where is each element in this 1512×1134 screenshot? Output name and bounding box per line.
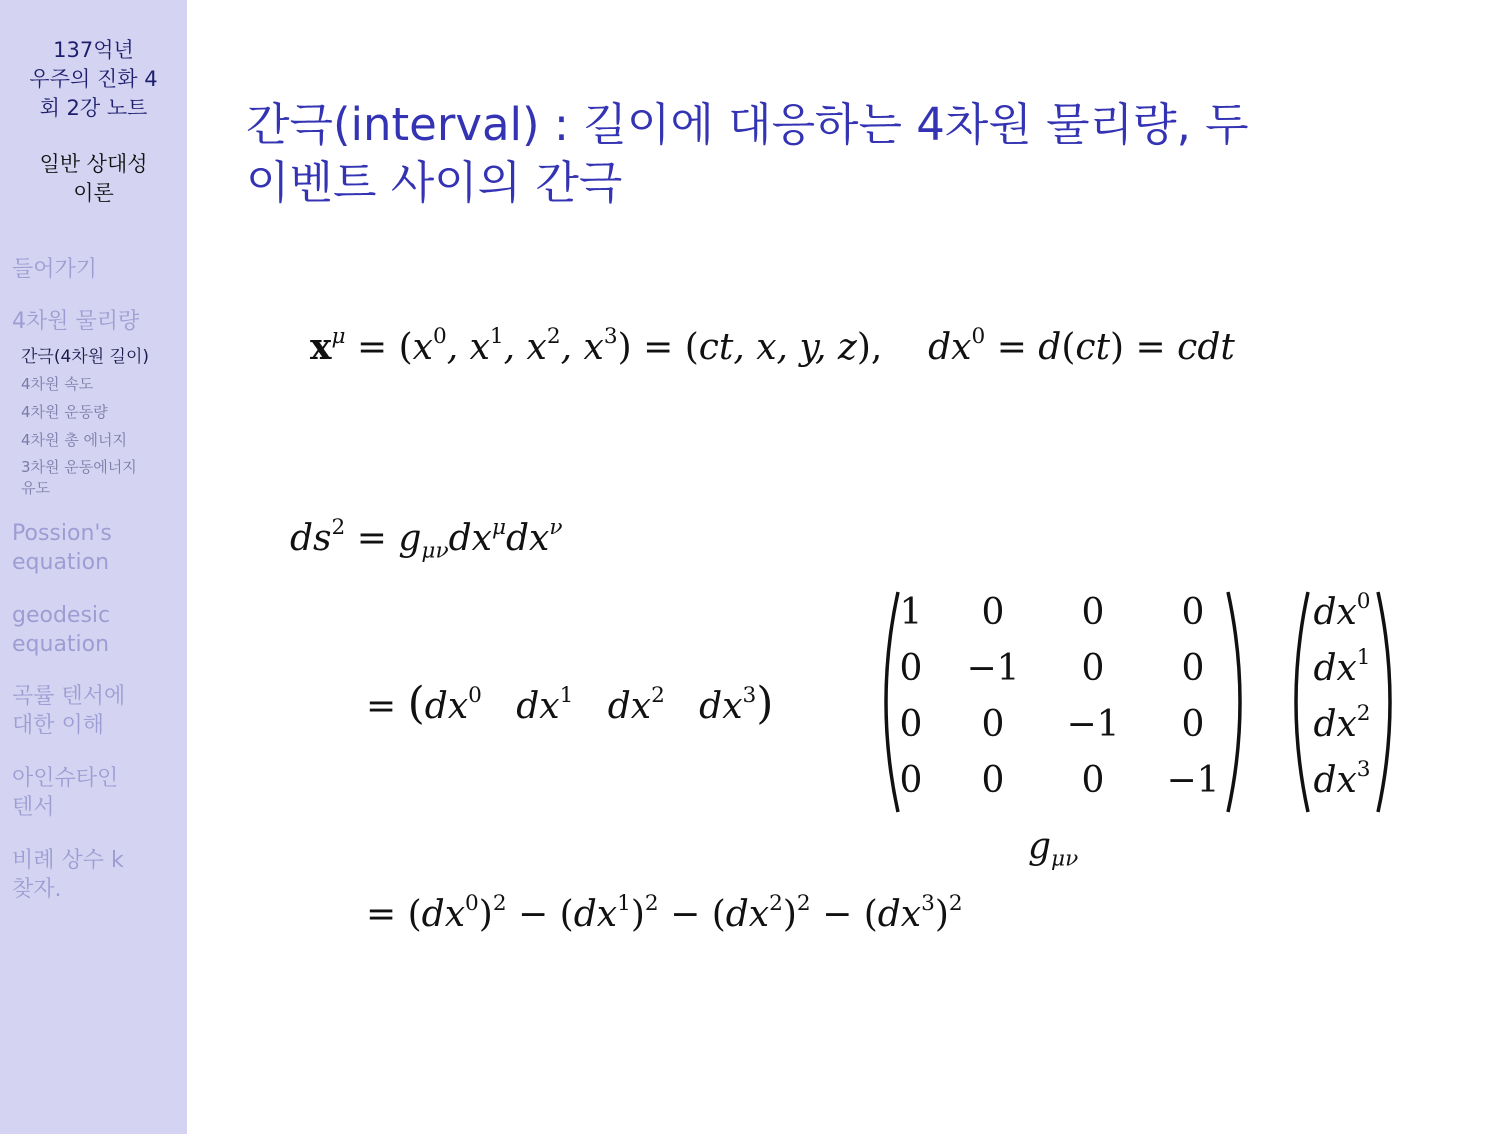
matrix-cell: −1 (1166, 760, 1220, 801)
sidebar-subsection-4d-velocity[interactable]: 4차원 속도 (21, 375, 94, 393)
interval-expansion: = $(dx^0)^2 - (dx^1)^2 - (dx^2)^2 - (dx^3)^2$ (366, 890, 963, 935)
sidebar-section-geodesic[interactable]: geodesic equation (12, 603, 111, 657)
row-vector: = ($dx^0$ $dx^1$ $dx^2$ $dx^3$) (366, 678, 774, 729)
matrix-cell: 0 (981, 592, 1005, 633)
sidebar-navigation (0, 0, 187, 1134)
sidebar-subsection-interval[interactable]: 간극(4차원 길이) (21, 347, 150, 367)
sidebar-section-einstein-tensor[interactable]: 아인슈타인 텐서 (12, 766, 119, 820)
matrix-cell: 1 (899, 592, 923, 633)
column-vector (1292, 588, 1392, 812)
matrix-cell: 0 (899, 760, 923, 801)
four-position-equation: $x^\mu = (x^0$, $x^1$, $x^2$, $x^3) = (ct$, x, y, z), $dx^0 = d(ct)$ = cdt (310, 323, 1235, 368)
matrix-cell: −1 (966, 648, 1020, 689)
sidebar-subsection-4d-energy[interactable]: 4차원 총 에너지 (21, 431, 128, 449)
sidebar-section-intro[interactable]: 들어가기 (12, 257, 98, 282)
matrix-cell: 0 (1081, 648, 1105, 689)
presentation-title[interactable]: 137억년 우주의 진화 4 회 2강 노트 (29, 38, 158, 120)
presentation-subtitle[interactable]: 일반 상대성 이론 (39, 152, 148, 205)
matrix-cell: 0 (899, 648, 923, 689)
vector-entry: $dx^0$ (1313, 588, 1371, 633)
vector-entry: $dx^2$ (1313, 700, 1371, 745)
matrix-cell: 0 (981, 760, 1005, 801)
matrix-cell: 0 (1181, 704, 1205, 745)
sidebar-section-poisson[interactable]: Possion's equation (12, 521, 112, 575)
sidebar-section-constant-k[interactable]: 비례 상수 k 찾자. (12, 848, 124, 902)
sidebar-subsection-kinetic-energy[interactable]: 3차원 운동에너지 유도 (21, 458, 137, 497)
matrix-cell: 0 (981, 704, 1005, 745)
slide-title: 간극(interval) : 길이에 대응하는 4차원 물리량, 두 이벤트 사이의 간극 (246, 98, 1249, 209)
vector-entry: $dx^3$ (1313, 756, 1371, 801)
matrix-cell: 0 (1181, 592, 1205, 633)
matrix-cell: 0 (1081, 592, 1105, 633)
matrix-cell: −1 (1066, 704, 1120, 745)
sidebar-subsection-4d-momentum[interactable]: 4차원 운동량 (21, 403, 108, 421)
matrix-cell: 0 (1081, 760, 1105, 801)
metric-label: $g_{\mu\nu}$ (1028, 826, 1079, 872)
sidebar-section-4d-quantities[interactable]: 4차원 물리량 (12, 309, 140, 334)
matrix-cell: 0 (1181, 648, 1205, 689)
sidebar-section-curvature[interactable]: 곡률 텐서에 대한 이해 (12, 684, 126, 738)
matrix-cell: 0 (899, 704, 923, 745)
line-element-definition: $ds^2 = g_{\mu\nu}dx^\mu dx^\nu$ (290, 514, 563, 564)
vector-entry: $dx^1$ (1313, 644, 1371, 689)
metric-matrix (866, 592, 1226, 812)
